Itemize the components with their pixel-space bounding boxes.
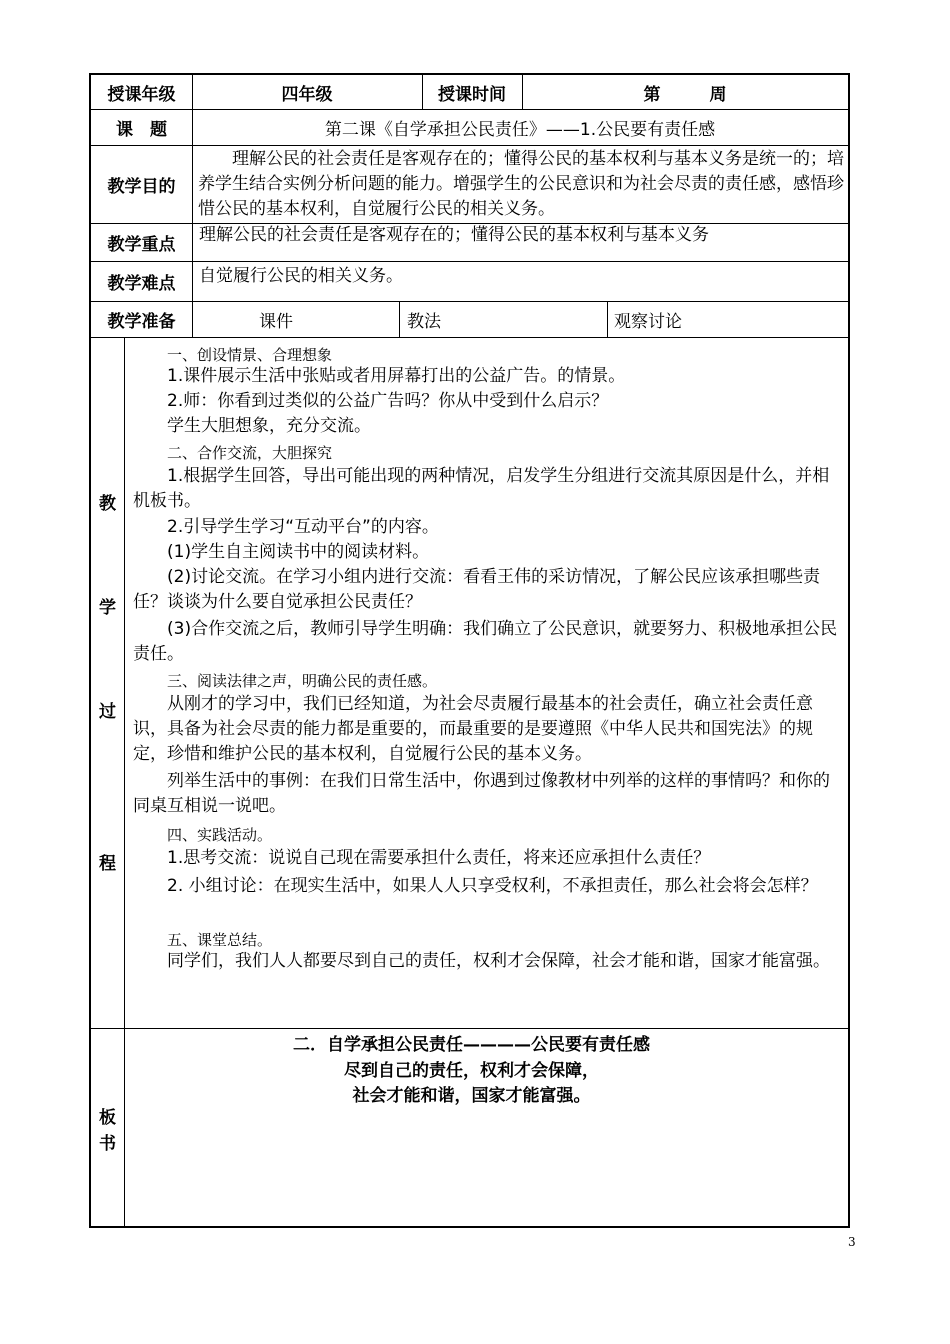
key-point-label: 教学重点 (107, 234, 176, 255)
preparation-label: 教学准备 (107, 311, 176, 332)
preparation-item-discussion: 观察讨论 (614, 311, 682, 332)
objective-value: 理解公民的社会责任是客观存在的；懂得公民的基本权利与基本义务是统一的；培养学生结合实例分析问题的能力。增强学生的公民意识和为社会尽责的责任感，感悟珍惜公民的基本权利，自觉履行公民的相关义务。 (198, 149, 844, 219)
board-line: 社会才能和谐，国家才能富强。 (352, 1086, 591, 1106)
process-paragraph: 2.引导学生学习“互动平台”的内容。 (167, 517, 439, 537)
week-label-suffix: 周 (709, 84, 727, 105)
week-label-prefix: 第 (643, 84, 661, 105)
process-label-char: 过 (99, 701, 116, 722)
preparation-item-courseware: 课件 (259, 311, 293, 332)
col-divider (399, 301, 400, 337)
process-paragraph: (1)学生自主阅读书中的阅读材料。 (167, 542, 430, 562)
process-paragraph: (2)讨论交流。在学习小组内进行交流：看看王伟的采访情况，了解公民应该承担哪些责任？谈谈为什么要自觉承担公民责任？ (133, 567, 821, 612)
process-paragraph: 1.根据学生回答，导出可能出现的两种情况，启发学生分组进行交流其原因是什么，并相机板书。 (133, 466, 830, 511)
row-divider (91, 145, 848, 146)
topic-label: 课 题 (116, 119, 167, 140)
process-label-char: 教 (99, 493, 116, 514)
process-section-heading: 三、阅读法律之声，明确公民的责任感。 (167, 672, 438, 690)
process-section-heading: 四、实践活动。 (167, 826, 273, 844)
process-paragraph: 1.课件展示生活中张贴或者用屏幕打出的公益广告。的情景。 (167, 366, 626, 386)
difficulty-label: 教学难点 (107, 273, 176, 294)
objective-label: 教学目的 (107, 176, 176, 197)
key-point-value: 理解公民的社会责任是客观存在的；懂得公民的基本权利与基本义务 (199, 225, 709, 245)
process-paragraph: 同学们，我们人人都要尽到自己的责任，权利才会保障，社会才能和谐，国家才能富强。 (167, 951, 830, 971)
grade-value: 四年级 (281, 84, 333, 105)
col-divider (522, 75, 523, 109)
process-paragraph: 学生大胆想象，充分交流。 (167, 416, 371, 436)
board-label-char: 板 (99, 1107, 116, 1128)
preparation-item-method: 教法 (407, 311, 441, 332)
process-paragraph: 1.思考交流：说说自己现在需要承担什么责任，将来还应承担什么责任？ (167, 848, 711, 868)
board-line: 二．自学承担公民责任————公民要有责任感 (293, 1035, 650, 1055)
process-paragraph: 列举生活中的事例：在我们日常生活中，你遇到过像教材中列举的这样的事情吗？和你的同桌互相说一说吧。 (133, 771, 830, 816)
row-divider (91, 261, 848, 262)
col-divider (607, 301, 608, 337)
time-label: 授课时间 (438, 84, 506, 105)
process-label-char: 程 (99, 853, 116, 874)
process-paragraph: 2.师：你看到过类似的公益广告吗？你从中受到什么启示？ (167, 391, 609, 411)
process-section-heading: 一、创设情景、合理想象 (167, 346, 333, 364)
topic-value: 第二课《自学承担公民责任》——1.公民要有责任感 (324, 119, 716, 140)
difficulty-value: 自觉履行公民的相关义务。 (199, 266, 403, 286)
process-section-heading: 五、课堂总结。 (167, 931, 273, 949)
process-paragraph: 2. 小组讨论：在现实生活中，如果人人只享受权利，不承担责任，那么社会将会怎样？ (167, 876, 818, 896)
lesson-plan-table (89, 73, 850, 1228)
row-divider (91, 301, 848, 302)
process-paragraph: (3)合作交流之后，教师引导学生明确：我们确立了公民意识，就要努力、积极地承担公民责任。 (133, 619, 838, 664)
row-divider (91, 337, 848, 338)
process-paragraph: 从刚才的学习中，我们已经知道，为社会尽责履行最基本的社会责任，确立社会责任意识，具备为社会尽责的能力都是重要的，而最重要的是要遵照《中华人民共和国宪法》的规定，珍惜和维护公民的基本权利，自觉履行公民的基本义务。 (133, 694, 813, 764)
grade-label: 授课年级 (107, 84, 176, 105)
board-label-char: 书 (99, 1133, 116, 1154)
process-section-heading: 二、合作交流，大胆探究 (167, 444, 333, 462)
row-divider (91, 1028, 848, 1029)
page-number: 3 (848, 1235, 856, 1249)
board-line: 尽到自己的责任，权利才会保障， (344, 1061, 599, 1081)
process-label-char: 学 (99, 597, 116, 618)
